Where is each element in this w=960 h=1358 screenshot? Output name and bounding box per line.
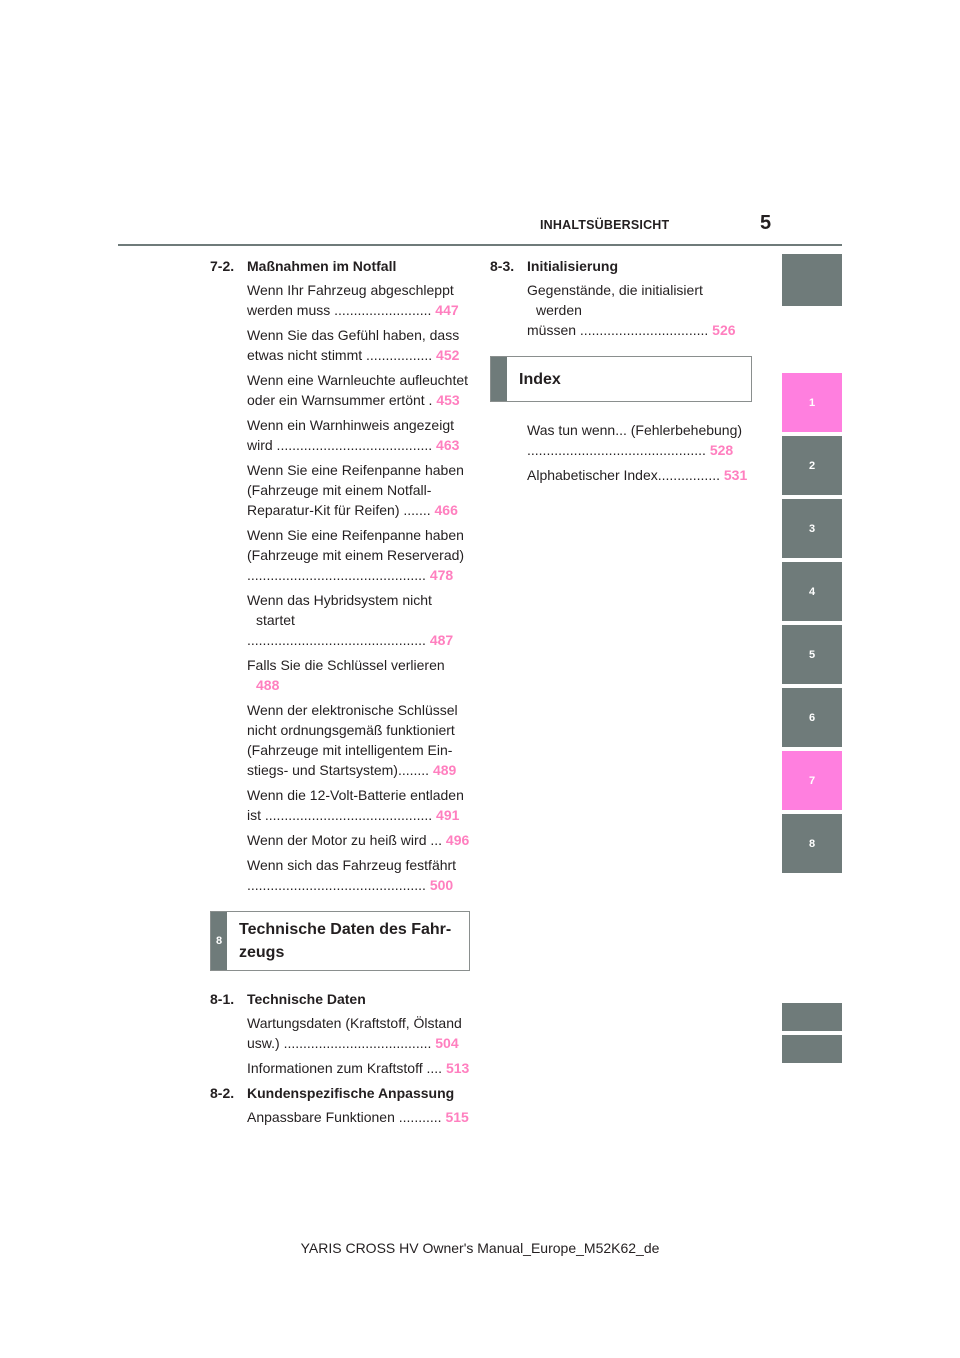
toc-entry-text: Wenn Sie das Gefühl haben, dass bbox=[247, 327, 460, 343]
chapter-title: Technische Daten des Fahr-zeugs bbox=[239, 921, 452, 961]
toc-entry-text: wird ........................................ 463 bbox=[247, 437, 460, 453]
section-heading bbox=[490, 256, 752, 276]
toc-entry-text: Wenn Sie eine Reifenpanne haben bbox=[247, 462, 464, 478]
side-tab-blank[interactable] bbox=[782, 1003, 842, 1031]
side-tab-chapter-4[interactable]: 4 bbox=[782, 562, 842, 621]
toc-entry-text: Wenn das Hybridsystem nicht startet bbox=[247, 592, 432, 628]
side-tab-chapter-1[interactable]: 1 bbox=[782, 373, 842, 432]
section-number: 7-2. bbox=[210, 258, 235, 274]
toc-page-link[interactable]: 515 bbox=[441, 1109, 469, 1125]
toc-entry-text: Falls Sie die Schlüssel verlieren 488 bbox=[247, 657, 445, 693]
toc-page-link[interactable]: 466 bbox=[430, 502, 458, 518]
toc-page-link[interactable]: 489 bbox=[429, 762, 457, 778]
section-title: Initialisierung bbox=[527, 258, 619, 274]
toc-entry[interactable] bbox=[247, 525, 470, 585]
toc-entry-text: (Fahrzeuge mit einem Notfall- bbox=[247, 482, 432, 498]
toc-entry-text: usw.) ...................................... 504 bbox=[247, 1035, 459, 1051]
toc-page-link[interactable]: 452 bbox=[432, 347, 460, 363]
toc-page-link[interactable]: 500 bbox=[425, 877, 454, 893]
toc-entry-text: .............................................. 500 bbox=[247, 877, 454, 893]
toc-entry-text: Wenn der Motor zu heiß wird ... 496 bbox=[247, 832, 470, 848]
side-tab-blank[interactable] bbox=[782, 254, 842, 306]
toc-entry[interactable] bbox=[247, 700, 470, 780]
toc-entry-text: oder ein Warnsummer ertönt . 453 bbox=[247, 392, 460, 408]
toc-entry-text: etwas nicht stimmt ................. 452 bbox=[247, 347, 460, 363]
right-column bbox=[490, 252, 752, 490]
toc-entry-text: Wenn eine Warnleuchte aufleuchtet bbox=[247, 372, 469, 388]
section-title: Technische Daten bbox=[247, 991, 366, 1007]
toc-entry-text: werden muss ......................... 447 bbox=[247, 302, 459, 318]
toc-page-link[interactable]: 528 bbox=[705, 442, 734, 458]
toc-entry-text: Wenn ein Warnhinweis angezeigt bbox=[247, 417, 455, 433]
toc-entry[interactable] bbox=[527, 465, 752, 485]
toc-entry[interactable] bbox=[247, 1058, 470, 1078]
toc-entry-text: nicht ordnungsgemäß funktioniert bbox=[247, 722, 455, 738]
toc-page-link[interactable]: 447 bbox=[431, 302, 459, 318]
toc-entry-text: Wenn der elektronische Schlüssel bbox=[247, 702, 458, 718]
toc-page-link[interactable]: 496 bbox=[442, 832, 470, 848]
toc-page-link[interactable]: 487 bbox=[425, 632, 454, 648]
chapter-tab: 8 bbox=[211, 912, 227, 970]
toc-entry-text: (Fahrzeuge mit einem Reserverad) bbox=[247, 547, 465, 563]
toc-entry-text: Wenn sich das Fahrzeug festfährt bbox=[247, 857, 457, 873]
section-heading bbox=[210, 256, 470, 276]
toc-entry-text: .............................................. 528 bbox=[527, 442, 734, 458]
side-tab-chapter-6[interactable]: 6 bbox=[782, 688, 842, 747]
side-tab-chapter-3[interactable]: 3 bbox=[782, 499, 842, 558]
toc-entry-text: Wenn die 12-Volt-Batterie entladen bbox=[247, 787, 464, 803]
toc-page-link[interactable]: 491 bbox=[432, 807, 460, 823]
toc-entry-text: Wenn Ihr Fahrzeug abgeschleppt bbox=[247, 282, 454, 298]
side-tab-chapter-2[interactable]: 2 bbox=[782, 436, 842, 495]
page-number: 5 bbox=[760, 212, 772, 234]
section-title: Maßnahmen im Notfall bbox=[247, 258, 397, 274]
toc-entry-text: stiegs- und Startsystem)........ 489 bbox=[247, 762, 457, 778]
toc-entry[interactable] bbox=[247, 415, 470, 455]
chapter-box-technical-data[interactable] bbox=[210, 911, 470, 971]
toc-entry-text: Gegenstände, die initialisiert werden bbox=[527, 282, 703, 318]
side-tab-chapter-8[interactable]: 8 bbox=[782, 814, 842, 873]
section-heading bbox=[210, 1083, 470, 1103]
toc-page-link[interactable]: 531 bbox=[720, 467, 748, 483]
toc-page-link[interactable]: 526 bbox=[708, 322, 736, 338]
toc-page-link[interactable]: 478 bbox=[425, 567, 454, 583]
left-column bbox=[210, 252, 470, 1132]
section-number: 8-3. bbox=[490, 258, 515, 274]
toc-entry[interactable] bbox=[527, 420, 752, 460]
toc-entry[interactable] bbox=[247, 1107, 470, 1127]
section-heading bbox=[210, 989, 470, 1009]
toc-entry-text: Anpassbare Funktionen ........... 515 bbox=[247, 1109, 469, 1125]
toc-page-link[interactable]: 488 bbox=[256, 677, 280, 693]
toc-entry-text: Alphabetischer Index................ 531 bbox=[527, 467, 748, 483]
toc-entry-text: Reparatur-Kit für Reifen) ....... 466 bbox=[247, 502, 458, 518]
toc-entry[interactable] bbox=[247, 830, 470, 850]
toc-entry-text: ist ........................................... 491 bbox=[247, 807, 460, 823]
header-rule bbox=[118, 244, 842, 246]
side-tab-chapter-7[interactable]: 7 bbox=[782, 751, 842, 810]
header-title: INHALTSÜBERSICHT bbox=[540, 218, 670, 232]
toc-entry-text: Informationen zum Kraftstoff .... 513 bbox=[247, 1060, 470, 1076]
toc-entry[interactable] bbox=[247, 655, 470, 695]
section-title: Kundenspezifische Anpassung bbox=[247, 1085, 455, 1101]
toc-entry-text: (Fahrzeuge mit intelligentem Ein- bbox=[247, 742, 453, 758]
toc-page-link[interactable]: 504 bbox=[431, 1035, 459, 1051]
toc-page-link[interactable]: 513 bbox=[442, 1060, 470, 1076]
section-number: 8-1. bbox=[210, 991, 235, 1007]
toc-page-link[interactable]: 463 bbox=[432, 437, 460, 453]
toc-entry[interactable] bbox=[247, 855, 470, 895]
chapter-tab bbox=[491, 357, 507, 401]
toc-entry[interactable] bbox=[247, 280, 470, 320]
toc-entry-text: Wartungsdaten (Kraftstoff, Ölstand bbox=[247, 1015, 462, 1031]
toc-entry[interactable] bbox=[247, 325, 470, 365]
toc-entry-text: müssen ................................. 526 bbox=[527, 322, 736, 338]
chapter-box-index[interactable] bbox=[490, 356, 752, 402]
toc-entry[interactable] bbox=[247, 785, 470, 825]
toc-page-link[interactable]: 453 bbox=[432, 392, 460, 408]
toc-entry[interactable] bbox=[247, 1013, 470, 1053]
toc-entry[interactable] bbox=[247, 460, 470, 520]
section-number: 8-2. bbox=[210, 1085, 235, 1101]
toc-entry[interactable] bbox=[247, 590, 470, 650]
toc-entry[interactable] bbox=[527, 280, 752, 340]
toc-entry-text: .............................................. 487 bbox=[247, 632, 454, 648]
toc-entry-text: Was tun wenn... (Fehlerbehebung) bbox=[527, 422, 743, 438]
toc-entry-text: Wenn Sie eine Reifenpanne haben bbox=[247, 527, 464, 543]
footer-text: YARIS CROSS HV Owner's Manual_Europe_M52K62_de bbox=[300, 1240, 660, 1256]
side-tab-blank[interactable] bbox=[782, 1035, 842, 1063]
side-tab-chapter-5[interactable]: 5 bbox=[782, 625, 842, 684]
chapter-title: Index bbox=[519, 370, 561, 388]
toc-entry[interactable] bbox=[247, 370, 470, 410]
toc-entry-text: .............................................. 478 bbox=[247, 567, 454, 583]
